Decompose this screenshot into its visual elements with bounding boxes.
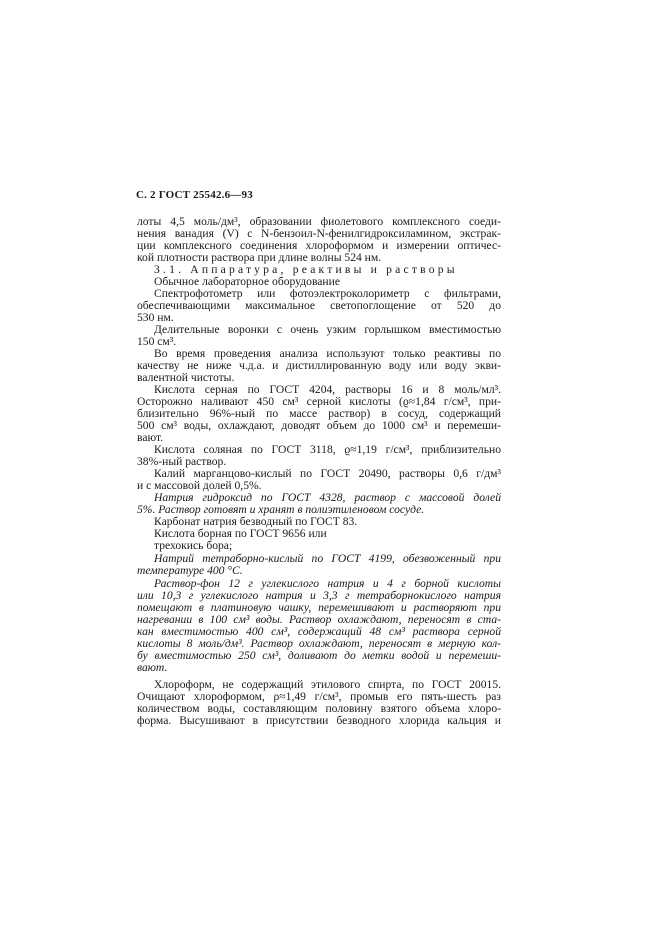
text-line: Очищают хлороформом, ρ≈1,49 г/см³, промыв его пять-шесть раз xyxy=(137,690,501,703)
text-line: Спектрофотометр или фотоэлектроколориметр с фильтрами, xyxy=(154,287,501,300)
text-line: Натрий тетраборно-кислый по ГОСТ 4199, обезвоженный при xyxy=(154,552,501,565)
text-line: валентной чистоты. xyxy=(137,371,235,384)
text-line: 530 нм. xyxy=(137,311,174,324)
text-line: вают. xyxy=(137,661,168,674)
text-line: Осторожно наливают 450 см³ серной кислоты (ϱ≈1,84 г/см³, при- xyxy=(137,395,501,408)
text-line: Обычное лабораторное оборудование xyxy=(154,275,340,288)
text-line: нагревании в 100 см³ воды. Раствор охлаждают, переносят в ста- xyxy=(137,613,501,626)
text-line: или 10,3 г углекислого натрия и 3,3 г тетраборнокислого натрия xyxy=(137,589,501,602)
text-line: Карбонат натрия безводный по ГОСТ 83. xyxy=(154,515,358,528)
text-line: Во время проведения анализа используют только реактивы по xyxy=(154,347,501,360)
text-line: бу вместимостью 250 см³, доливают до метки водой и перемеши- xyxy=(137,649,501,662)
text-line: кислоты 8 моль/дм³. Раствор охлаждают, переносят в мерную кол- xyxy=(137,637,501,650)
text-line: кан вместимостью 400 см³, содержащий 48 см³ раствора серной xyxy=(137,625,501,638)
text-line: Кислота борная по ГОСТ 9656 или xyxy=(154,527,327,540)
text-line: форма. Высушивают в присутствии безводного хлорида кальция и xyxy=(137,714,501,727)
text-line: лоты 4,5 моль/дм³, образовании фиолетового комплексного соеди- xyxy=(137,215,501,228)
text-line: обеспечивающими максимальное светопоглощение от 520 до xyxy=(137,299,501,312)
text-line: 38%-ный раствор. xyxy=(137,455,227,468)
document-body xyxy=(137,216,501,727)
text-line: Калий марганцово-кислый по ГОСТ 20490, растворы 0,6 г/дм³ xyxy=(154,467,501,480)
section-heading: 3.1. Аппаратура, реактивы и растворы xyxy=(154,263,458,276)
text-line: ции комплексного соединения хлороформом и измерении оптичес- xyxy=(137,239,501,252)
text-line: Кислота соляная по ГОСТ 3118, ϱ≈1,19 г/см³, приблизительно xyxy=(154,443,501,456)
text-line: 150 см³. xyxy=(137,335,177,348)
text-line: Хлороформ, не содержащий этилового спирта, по ГОСТ 20015. xyxy=(154,678,501,691)
text-line: Натрия гидроксид по ГОСТ 4328, раствор с массовой долей xyxy=(154,491,501,504)
text-line: Кислота серная по ГОСТ 4204, растворы 16 и 8 моль/мл³. xyxy=(154,383,501,396)
text-line: и с массовой долей 0,5%. xyxy=(137,479,262,492)
text-line: кой плотности раствора при длине волны 524 нм. xyxy=(137,251,382,264)
text-line: близительно 96%-ный по массе раствор) в сосуд, содержащий xyxy=(137,407,501,420)
text-line: количеством воды, составляющим половину взятого объема хлоро- xyxy=(137,702,501,715)
text-line: трехокись бора; xyxy=(154,539,233,552)
text-line: Делительные воронки с очень узким горлышком вместимостью xyxy=(154,323,501,336)
text-line: помещают в платиновую чашку, перемешивают и растворяют при xyxy=(137,601,501,614)
text-line: нения ванадия (V) с N-бензоил-N-фенилгидроксиламином, экстрак- xyxy=(137,227,501,240)
page-header: С. 2 ГОСТ 25542.6—93 xyxy=(136,189,253,201)
text-line: вают. xyxy=(137,431,164,444)
text-line: 5%. Раствор готовят и хранят в полиэтиленовом сосуде. xyxy=(137,503,425,516)
text-line: 500 см³ воды, охлаждают, доводят объем до 1000 см³ и перемеши- xyxy=(137,419,501,432)
text-line: Раствор-фон 12 г углекислого натрия и 4 г борной кислоты xyxy=(154,577,501,590)
text-line: качеству не ниже ч.д.а. и дистиллированную воду или воду экви- xyxy=(137,359,501,372)
text-line: температуре 400 °С. xyxy=(137,564,243,577)
